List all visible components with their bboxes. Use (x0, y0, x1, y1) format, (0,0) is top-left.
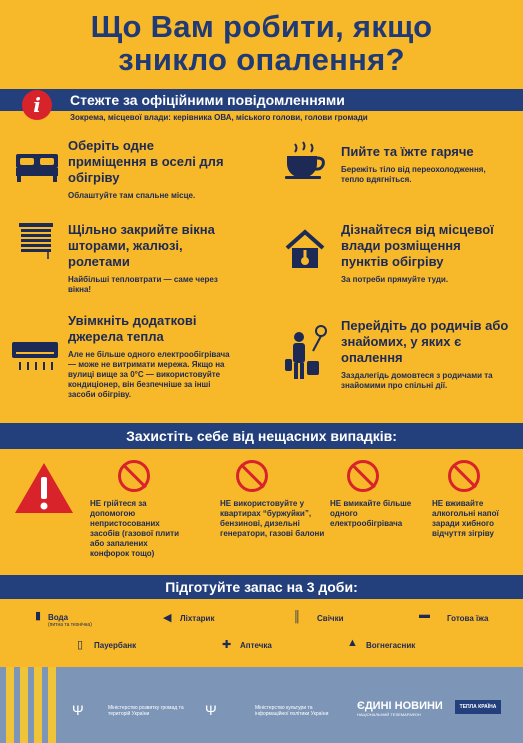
warning-triangle-icon (12, 460, 76, 516)
tip-close-windows: Щільно закрийте вікна шторами, жалюзі, ролетами Найбільші тепловтрати — саме через вікна! (68, 222, 218, 294)
page-title: Що Вам робити, якщо зникло опалення? (90, 9, 433, 77)
supply-first-aid: Аптечка (240, 641, 272, 650)
no-stove-icon (118, 460, 150, 492)
tip-extra-heat: Увімкніть додаткові джерела тепла Але не більше одного електрообігрівача — може не витримати мережа. Якщо на вулиці вище за 0°C — використовуйте кондиціонер, він безпечніше за інші засоби обігріву. (68, 313, 230, 399)
no-alcohol-icon (448, 460, 480, 492)
supply-water: Вода (питна та технічна) (48, 613, 92, 628)
supplies-band (0, 575, 523, 599)
no-burzhuika-icon (236, 460, 268, 492)
tip-heating-points: Дізнайтеся від місцевої влади розміщення пунктів обігріву За потреби прямуйте туди. (341, 222, 494, 284)
tip-go-to-relatives: Перейдіть до родичів або знайомих, у яких є опалення Заздалегідь домовтеся з родичами та знайомими про спільні дії. (341, 318, 509, 390)
coat-of-arms-icon: Ψ (72, 702, 84, 718)
traveler-icon (283, 325, 329, 381)
supplies-heading: Підготуйте запас на 3 доби: (165, 579, 358, 595)
window-blinds-icon (18, 222, 54, 260)
hot-cup-icon (283, 140, 327, 180)
official-band (0, 89, 523, 111)
footer-ministry-development: Міністерство розвитку громад та територій України (108, 705, 184, 717)
warning-no-alcohol: НЕ вживайте алкогольні напої заради хибного відчуття зігріву (432, 499, 499, 538)
first-aid-icon: ✚ (222, 639, 232, 651)
fire-extinguisher-icon: ▲ (347, 637, 358, 649)
no-heater-icon (347, 460, 379, 492)
ready-food-icon: ▬ (419, 609, 430, 621)
air-conditioner-icon (10, 340, 60, 372)
supply-flashlight: Ліхтарик (180, 614, 215, 623)
powerbank-icon: ▯ (77, 639, 84, 651)
footer-ministry-culture: Міністерство культури та інформаційної політики України (255, 705, 329, 717)
supply-extinguisher: Вогнегасник (366, 641, 416, 650)
safety-heading: Захистіть себе від нещасних випадків: (126, 428, 397, 444)
warning-no-burzhuika: НЕ використовуйте у квартирах “буржуйки”, бензинові, дизельні генератори, газові балони (220, 499, 325, 538)
safety-band (0, 423, 523, 449)
footer-brand: ЄДИНІ НОВИНИ НАЦІОНАЛЬНИЙ ТЕЛЕМАРАФОН (357, 700, 443, 717)
heating-point-icon (285, 228, 325, 270)
warning-one-heater: НЕ вмикайте більше одного електрообігрівача (330, 499, 412, 528)
water-bottle-icon: ▮ (35, 610, 42, 622)
flashlight-icon: ◀ (163, 612, 172, 624)
candles-icon: ║ (293, 611, 301, 623)
supply-powerbank: Пауербанк (94, 641, 137, 650)
official-subtext: Зокрема, місцевої влади: керівника ОВА, міського голови, голови громади (70, 113, 368, 122)
supply-candles: Свічки (317, 614, 344, 623)
warning-no-stove: НЕ грійтеся за допомогою непристосованих засобів (газової плити або запалених конфорок тощо) (90, 499, 180, 558)
supply-food: Готова їжа (447, 614, 489, 623)
tip-eat-hot: Пийте та їжте гаряче Бережіть тіло від переохолодження, тепло вдягніться. (341, 144, 486, 184)
tip-single-room: Оберіть одне приміщення в оселі для обігріву Облаштуйте там спальне місце. (68, 138, 224, 200)
bed-icon (14, 150, 60, 184)
footer-badge: ТЕПЛА КРАЇНА (455, 700, 501, 714)
info-icon: i (22, 90, 52, 120)
official-heading: Стежте за офіційними повідомленнями (70, 92, 345, 108)
coat-of-arms-icon-2: Ψ (205, 702, 217, 718)
